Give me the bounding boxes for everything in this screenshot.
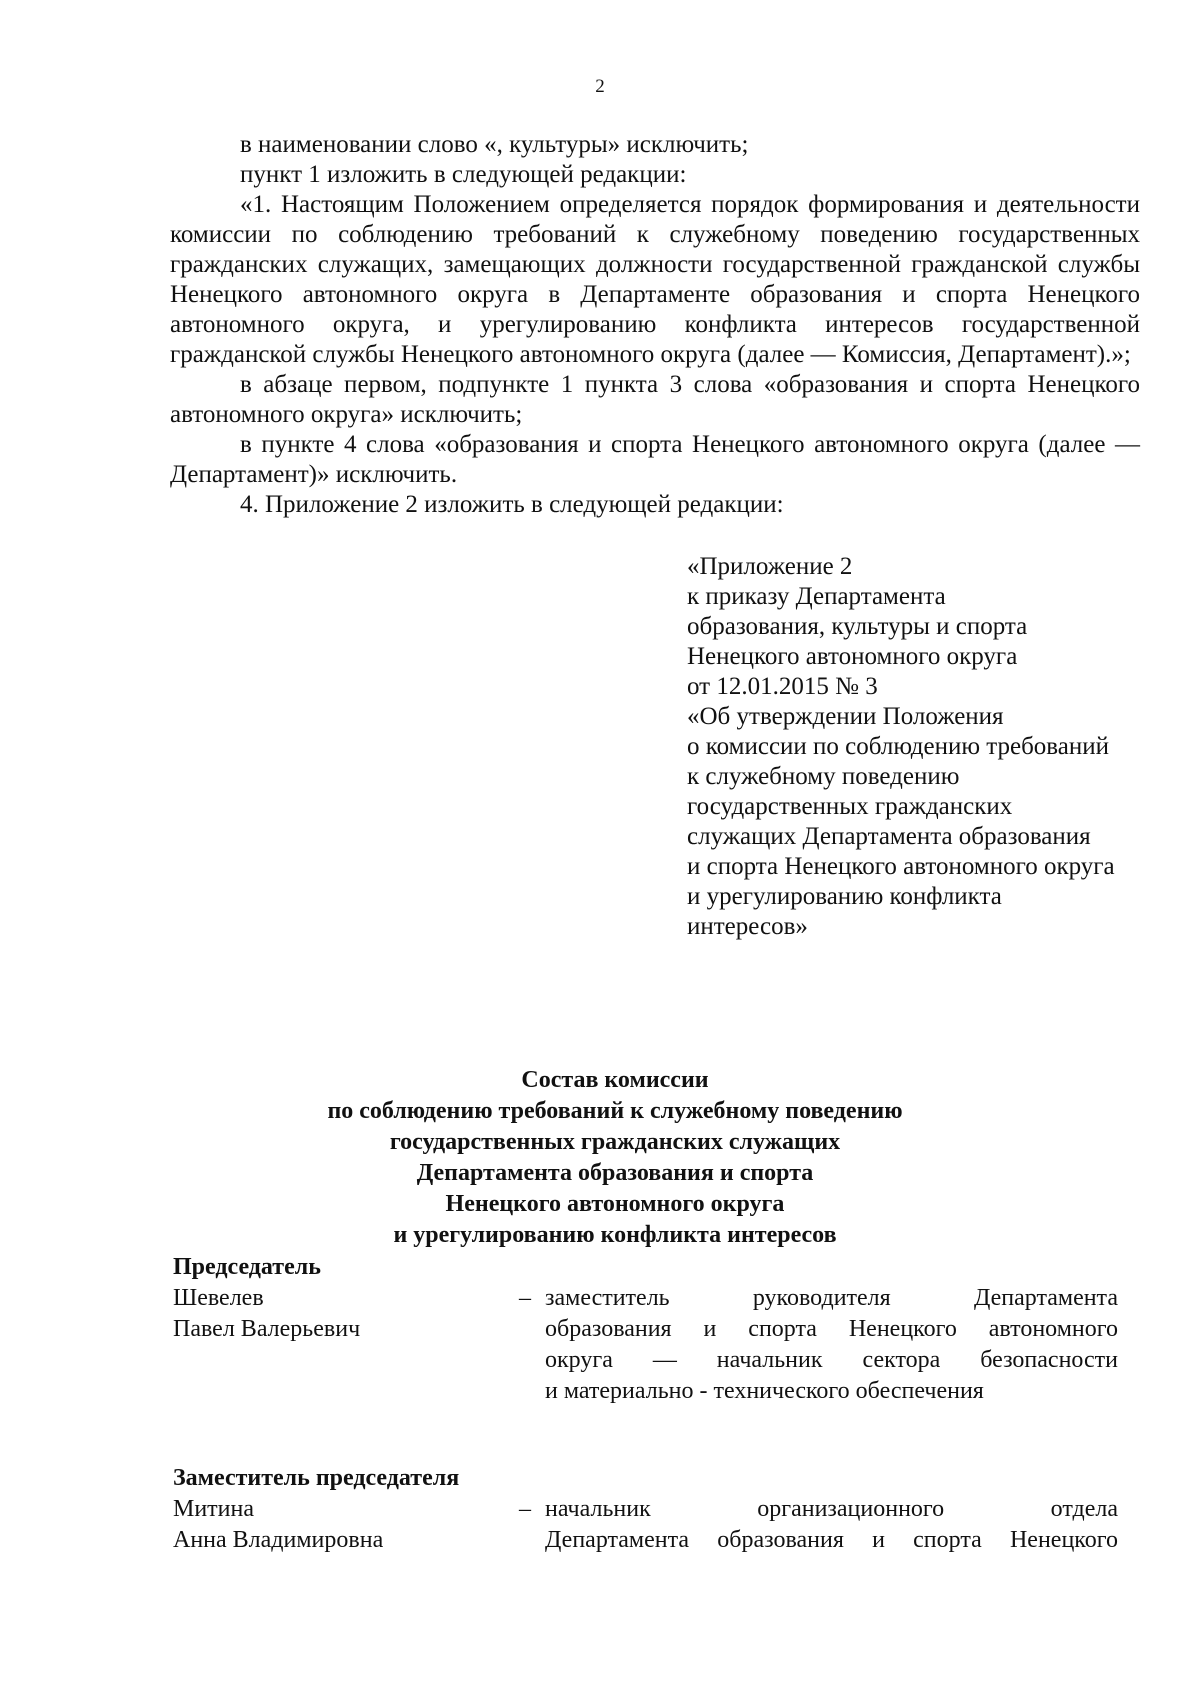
- appendix-line: к приказу Департамента: [687, 583, 946, 610]
- appendix-line: и спорта Ненецкого автономного округа: [687, 853, 1115, 880]
- page-number: 2: [595, 76, 605, 97]
- member-deputy-chairman: [173, 1463, 1133, 1556]
- appendix-line: о комиссии по соблюдению требований: [687, 733, 1110, 760]
- appendix-line: государственных гражданских: [687, 793, 1013, 820]
- member-position: [545, 1283, 1118, 1407]
- paragraph: 4. Приложение 2 изложить в следующей редакции:: [240, 491, 784, 518]
- appendix-line: Ненецкого автономного округа: [687, 643, 1018, 670]
- title-line: Ненецкого автономного округа: [445, 1191, 785, 1217]
- title-line: по соблюдению требований к служебному поведению: [327, 1098, 903, 1124]
- member-role: Председатель: [173, 1254, 321, 1280]
- title-line: и урегулированию конфликта интересов: [393, 1222, 837, 1248]
- appendix-line: служащих Департамента образования: [687, 823, 1091, 850]
- position-line: начальник организационного отдела: [545, 1496, 1118, 1522]
- paragraph: «1. Настоящим Положением определяется порядок формирования и деятельности комиссии по соблюдению требований к служебному поведению государственных гражданских служащих, замещающих должности государственной гражданской службы Ненецкого автономного округа в Департаменте образования и спорта Ненецкого автономного округа, и урегулированию конфликта интересов государственной гражданской службы Ненецкого автономного округа (далее — Комиссия, Департамент).»;: [170, 191, 1140, 368]
- member-name: [173, 1283, 503, 1345]
- paragraph: в абзаце первом, подпункте 1 пункта 3 слова «образования и спорта Ненецкого автономного округа» исключить;: [170, 371, 1140, 428]
- member-chairman: [173, 1252, 1133, 1407]
- title-line: государственных гражданских служащих: [389, 1129, 841, 1155]
- title-line: Состав комиссии: [521, 1067, 709, 1093]
- position-line: и материально - технического обеспечения: [545, 1378, 984, 1404]
- paragraph: в пункте 4 слова «образования и спорта Ненецкого автономного округа (далее — Департамент)» исключить.: [170, 431, 1140, 488]
- name-line: Митина: [173, 1496, 255, 1522]
- appendix-line: интересов»: [687, 913, 808, 940]
- appendix-line: «Приложение 2: [687, 553, 853, 580]
- position-line: Департамента образования и спорта Ненецкого: [545, 1527, 1118, 1553]
- position-line: заместитель руководителя Департамента: [545, 1285, 1118, 1311]
- paragraph: в наименовании слово «, культуры» исключить;: [240, 131, 749, 158]
- position-line: округа — начальник сектора безопасности: [545, 1347, 1118, 1373]
- position-line: образования и спорта Ненецкого автономного: [545, 1316, 1118, 1342]
- name-line: Анна Владимировна: [173, 1527, 384, 1553]
- appendix-line: к служебному поведению: [687, 763, 960, 790]
- dash-separator: –: [519, 1285, 531, 1311]
- appendix-line: от 12.01.2015 № 3: [687, 673, 878, 700]
- name-line: Павел Валерьевич: [173, 1316, 361, 1342]
- appendix-line: образования, культуры и спорта: [687, 613, 1028, 640]
- title-line: Департамента образования и спорта: [416, 1160, 814, 1186]
- member-role: Заместитель председателя: [173, 1465, 460, 1491]
- name-line: Шевелев: [173, 1285, 264, 1311]
- amendment-text: [170, 130, 1140, 520]
- document-title: [150, 1065, 1080, 1251]
- paragraph: пункт 1 изложить в следующей редакции:: [240, 161, 687, 188]
- dash-separator: –: [519, 1496, 531, 1522]
- member-name: [173, 1494, 503, 1556]
- appendix-header: [687, 552, 1167, 942]
- appendix-line: и урегулированию конфликта: [687, 883, 1002, 910]
- appendix-line: «Об утверждении Положения: [687, 703, 1004, 730]
- member-position: [545, 1494, 1118, 1556]
